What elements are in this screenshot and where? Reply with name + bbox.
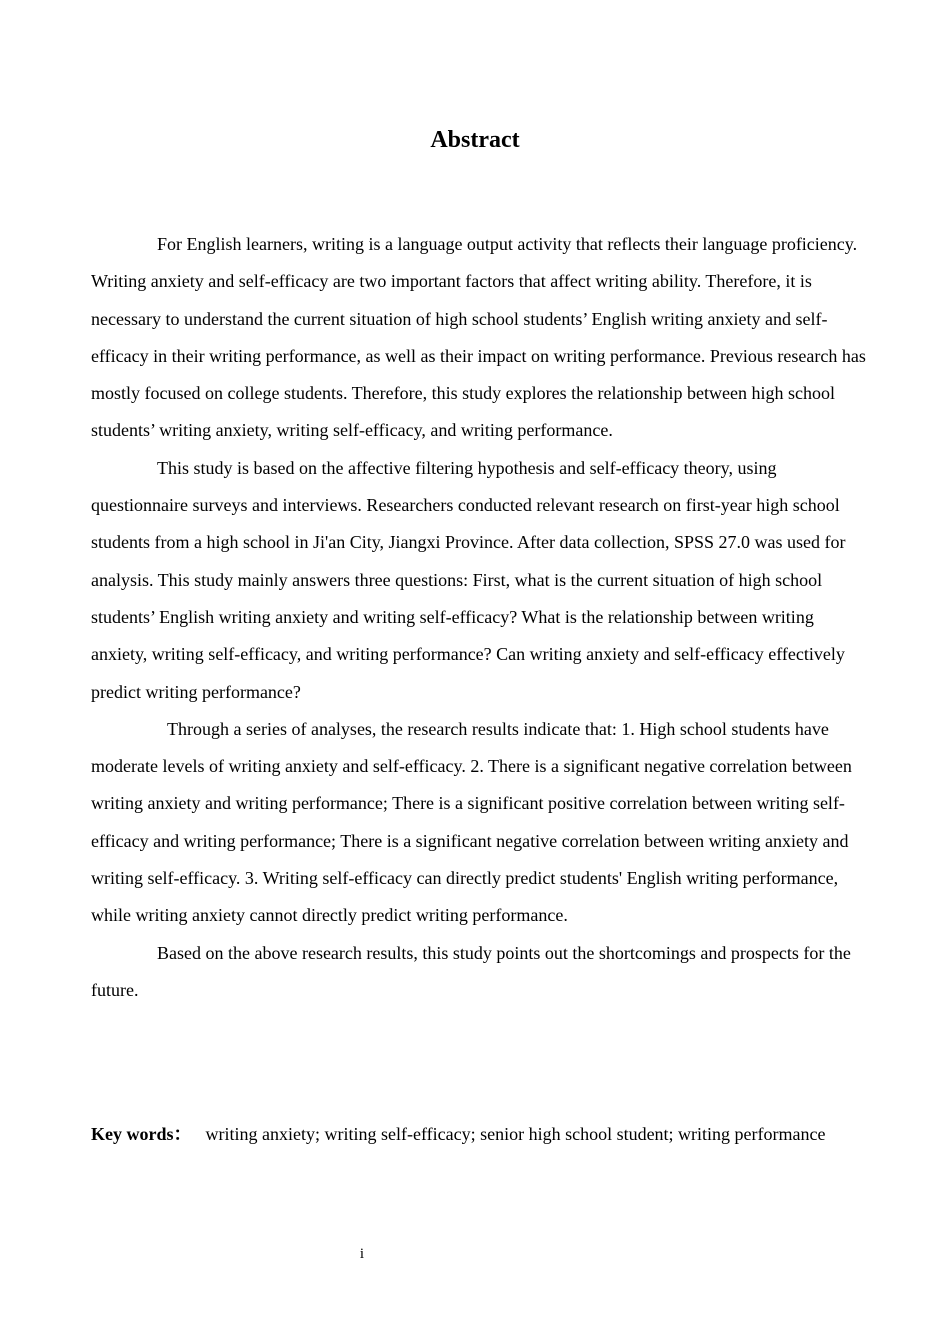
abstract-paragraph-1: For English learners, writing is a language output activity that reflects their language proficiency. Writing anxiety and self-efficacy are two important factors that affect writing ability. Therefore, it is necessary to understand the current situation of high school students’ English writing anxiety and self-efficacy in their writing performance, as well as their impact on writing performance. Previous research has mostly focused on college students. Therefore, this study explores the relationship between high school students’ writing anxiety, writing self-efficacy, and writing performance. <box>91 234 866 441</box>
keywords-label: Key words： <box>91 1124 192 1144</box>
abstract-body <box>91 226 871 1009</box>
keywords-list: writing anxiety; writing self-efficacy; senior high school student; writing performance <box>205 1124 826 1144</box>
abstract-paragraph-2: This study is based on the affective filtering hypothesis and self-efficacy theory, using questionnaire surveys and interviews. Researchers conducted relevant research on first-year high school students from a high school in Ji'an City, Jiangxi Province. After data collection, SPSS 27.0 was used for analysis. This study mainly answers three questions: First, what is the current situation of high school students’ English writing anxiety and writing self-efficacy? What is the relationship between writing anxiety, writing self-efficacy, and writing performance? Can writing anxiety and self-efficacy effectively predict writing performance? <box>91 457 846 702</box>
abstract-paragraph-3: Through a series of analyses, the research results indicate that: 1. High school students have moderate levels of writing anxiety and self-efficacy. 2. There is a significant negative correlation between writing anxiety and writing performance; There is a significant positive correlation between writing self-efficacy and writing performance; There is a significant negative correlation between writing anxiety and writing self-efficacy. 3. Writing self-efficacy can directly predict students' English writing performance, while writing anxiety cannot directly predict writing performance. <box>91 718 852 926</box>
page-number: i <box>359 1246 365 1262</box>
keywords-section <box>91 1116 851 1152</box>
abstract-title: Abstract <box>430 127 520 153</box>
abstract-paragraph-4: Based on the above research results, this study points out the shortcomings and prospects for the future. <box>91 942 851 1000</box>
